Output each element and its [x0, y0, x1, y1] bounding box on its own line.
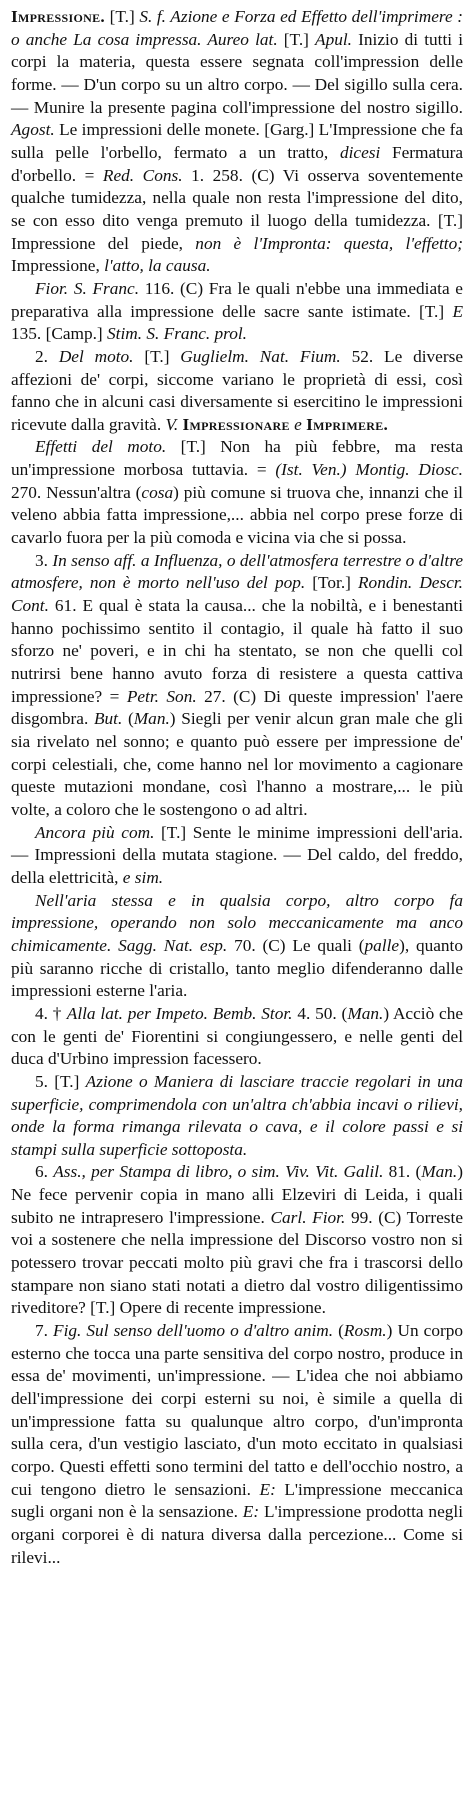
text-run: 81. ( — [383, 1162, 422, 1182]
italic-run: E — [452, 301, 463, 321]
italic-run: E: — [242, 1502, 260, 1522]
text-run: 27. (C) Di queste impression' l'aere disgombra. — [11, 686, 463, 729]
text-run: ), quanto più saranno ricche di cristallo, tanto meglio difenderanno dalle impressioni esterne l'aria. — [11, 935, 464, 1001]
text-run: 4. † — [35, 1003, 67, 1023]
italic-run: e — [294, 414, 302, 434]
text-run: [T.] Sente le minime impressioni dell'aria. — Impressioni della mutata stagione. — Del caldo, del freddo, della elettricità, — [11, 822, 463, 887]
italic-run: Man. — [347, 1003, 384, 1023]
text-run: [T.] — [133, 346, 181, 366]
italic-run: Red. Cons. — [102, 165, 183, 185]
paragraph-sense-5 — [11, 1071, 463, 1162]
paragraph-sense-2-effetti — [11, 436, 463, 549]
text-run: [T.] — [105, 7, 140, 26]
paragraph-sense-3-aria — [11, 890, 463, 1003]
italic-run: Ass., per Stampa di libro, o sim. Viv. Vit. Galil. — [53, 1162, 384, 1182]
text-run: 99. (C) Torreste voi a sostenere che nella impressione del Discorso vostro non si potessero trovar peccati molto più gravi che fra i trascorsi dello stampare non siano stati notati a dietro dal vostro diligentissimo riveditore? [T.] Opere di recente impressione. — [11, 1207, 463, 1318]
italic-run: (Ist. Ven.) Montig. Diosc. — [275, 460, 463, 480]
text-run: Le impressioni delle monete. [Garg.] L'Impressione che fa sulla pelle l'orbello, fermato a un tratto, — [11, 120, 463, 162]
text-run: [Tor.] — [305, 573, 358, 593]
text-run: Impressione, — [11, 256, 105, 276]
paragraph-entry-header — [11, 6, 463, 278]
text-run: [T.] Non ha più febbre, ma resta un'impressione morbosa tuttavia. = — [11, 437, 464, 480]
text-run: ) Ne fece pervenir copia in mano alli Elzeviri di Leida, i quali subito ne intrapresero l'impressione. — [11, 1162, 464, 1227]
text-run: ) Un corpo esterno che tocca una parte sensitiva del corpo nostro, produce in essa de' movimenti, un'impressione. — L'idea che noi abbiamo dell'impressione dei corpi esterni su noi, è simile a quella di un'impressione fatta su qualunque altro corpo, d'un'impronta sulla cera, d'un vestigio lasciato, d'un moto eccitato in qualsiasi corpo. Questi effetti sono termini del tatto e dell'occhio nostro, a cui tengono dietro le sensazioni. — [11, 1321, 463, 1499]
italic-run: dicesi — [339, 142, 381, 162]
italic-run: Man. — [133, 709, 170, 729]
paragraph-sense-6 — [11, 1161, 463, 1320]
paragraph-sense-3 — [11, 550, 463, 822]
italic-run: Alla lat. per Impeto. Bemb. Stor. — [66, 1003, 293, 1023]
italic-run: Carl. Fior. — [270, 1207, 346, 1227]
italic-run: Azione o Maniera di lasciare traccie regolari in una superficie, comprimendola con un'altra ch'abbia incavi o rilievi, onde la forma rimanga rilevata o cava, e il colore passi e si stampi sulla superficie sottoposta. — [11, 1071, 463, 1159]
italic-run: Effetti del moto. — [35, 437, 167, 457]
italic-run: l'atto, la causa. — [104, 256, 211, 276]
headword: Impressionare — [182, 414, 290, 434]
text-run: 61. E qual è stata la causa... che la nobiltà, e i benestanti hanno pochissimo sentito il contagio, il quale hà fatto il suo sforzo ne' poveri, e in chi ha stentato, se non che quelli col nutrirsi bene hanno avuto forza di resistere a questa cattiva impressione? = — [11, 596, 463, 706]
text-run: ( — [333, 1321, 344, 1341]
text-run: L'impressione prodotta negli organi corporei è di natura diversa dalla percezione... Come si rilevi... — [11, 1502, 463, 1567]
italic-run: Agost. — [11, 120, 55, 140]
text-run: 270. Nessun'altra ( — [11, 482, 142, 502]
text-run: 116. (C) Fra le quali n'ebbe una immediata e preparativa alla impressione delle sacre sante istimate. [T.] — [11, 278, 463, 321]
text-run: ) Siegli per venir alcun gran male che gli sia rivelato nel sonno; e quanto può essere per impressione de' corpi celestiali, che, come hanno nel lor movimento a cagionare queste mutazioni mondane, così l'hanno a mostrare,... le più volte, a coloro che le sostengono o ad altri. — [11, 709, 463, 819]
paragraph-sense-3-ancora — [11, 822, 463, 890]
text-run: 7. — [35, 1321, 54, 1341]
text-run: Fermatura d'orbello. = — [11, 142, 464, 185]
italic-run: But. — [93, 709, 123, 729]
text-run: 4. 50. ( — [292, 1003, 348, 1023]
italic-run: S. f. Azione e Forza ed Effetto dell'imprimere : o anche La cosa impressa. Aureo lat. — [11, 7, 463, 49]
italic-run: cosa — [141, 482, 174, 502]
text-run: 3. — [35, 550, 53, 570]
text-run: [T.] — [277, 29, 316, 49]
headword: Impressione. — [11, 7, 105, 26]
italic-run: Nell'aria stessa e in qualsia corpo, altro corpo fa impressione, operando non solo meccanicamente ma anco chimicamente. Sagg. Nat. esp. — [11, 890, 463, 955]
italic-run: Stim. S. Franc. prol. — [107, 324, 248, 344]
text-run: ) Acciò che con le genti de' Fiorentini si congiungessero, e nelle genti del duca d'Urbino impression facessero. — [11, 1003, 464, 1069]
italic-run: Ancora più com. — [35, 822, 155, 842]
paragraph-sense-7 — [11, 1320, 463, 1569]
italic-run: In senso aff. a Influenza, o dell'atmosfera terrestre o d'altre atmosfere, non è morto nell'uso del pop. — [11, 550, 463, 593]
italic-run: Fig. Sul senso dell'uomo o d'altro anim. — [53, 1321, 334, 1341]
text-run: 52. Le diverse affezioni de' corpi, siccome variano le proprietà di essi, così fanno che in alcuni casi diversamente si esercitino le impressioni ricevute dalla gravità. — [11, 346, 463, 434]
italic-run: Petr. Son. — [126, 686, 197, 706]
italic-run: e sim. — [122, 867, 164, 887]
italic-run: V. — [165, 414, 179, 434]
italic-run: Rosm. — [343, 1321, 387, 1341]
text-run: Inizio di tutti i corpi la materia, questa essere segnata coll'impression delle forme. — D'un corpo su un altro corpo. — Del sigillo sulla cera. — Munire la presente pagina coll'impressione del nostro sigillo. — [11, 29, 463, 117]
paragraph-sense-4 — [11, 1003, 463, 1071]
text-run: ) più comune si truova che, innanzi che il veleno abbia fatta impressione,... abbia nel corpo prese forze di cavarlo fuora per la più comoda e vicina via che si possa. — [11, 482, 463, 548]
text-run: 2. — [35, 346, 59, 366]
text-run: 6. — [35, 1162, 54, 1182]
text-run: 5. [T.] — [35, 1071, 86, 1091]
paragraph-sense-2 — [11, 346, 463, 437]
paragraph-citation-fior — [11, 278, 463, 346]
italic-run: non è l'Impronta: questa, l'effetto; — [195, 233, 463, 253]
italic-run: Rondin. Descr. Cont. — [11, 573, 463, 616]
italic-run: E: — [259, 1479, 276, 1499]
text-run: 70. (C) Le quali ( — [227, 935, 365, 955]
italic-run: Guglielm. Nat. Fium. — [180, 346, 341, 366]
italic-run: palle — [364, 935, 400, 955]
italic-run: Apul. — [315, 29, 353, 49]
text-run: 1. 258. (C) Vi osserva soventemente qualche tumidezza, nella quale non resta l'impressione del dito, se con esso dito venga premuto il luogo della tumidezza. [T.] Impressione del piede, — [11, 165, 463, 253]
italic-run: Man. — [421, 1162, 458, 1182]
text-run: 135. [Camp.] — [11, 324, 107, 344]
text-run: L'impressione meccanica sugli organi non è la sensazione. — [11, 1479, 463, 1522]
headword: Imprimere. — [306, 414, 389, 434]
italic-run: Del moto. — [58, 346, 134, 366]
italic-run: Fior. S. Franc. — [35, 278, 140, 298]
text-run: ( — [122, 709, 134, 729]
